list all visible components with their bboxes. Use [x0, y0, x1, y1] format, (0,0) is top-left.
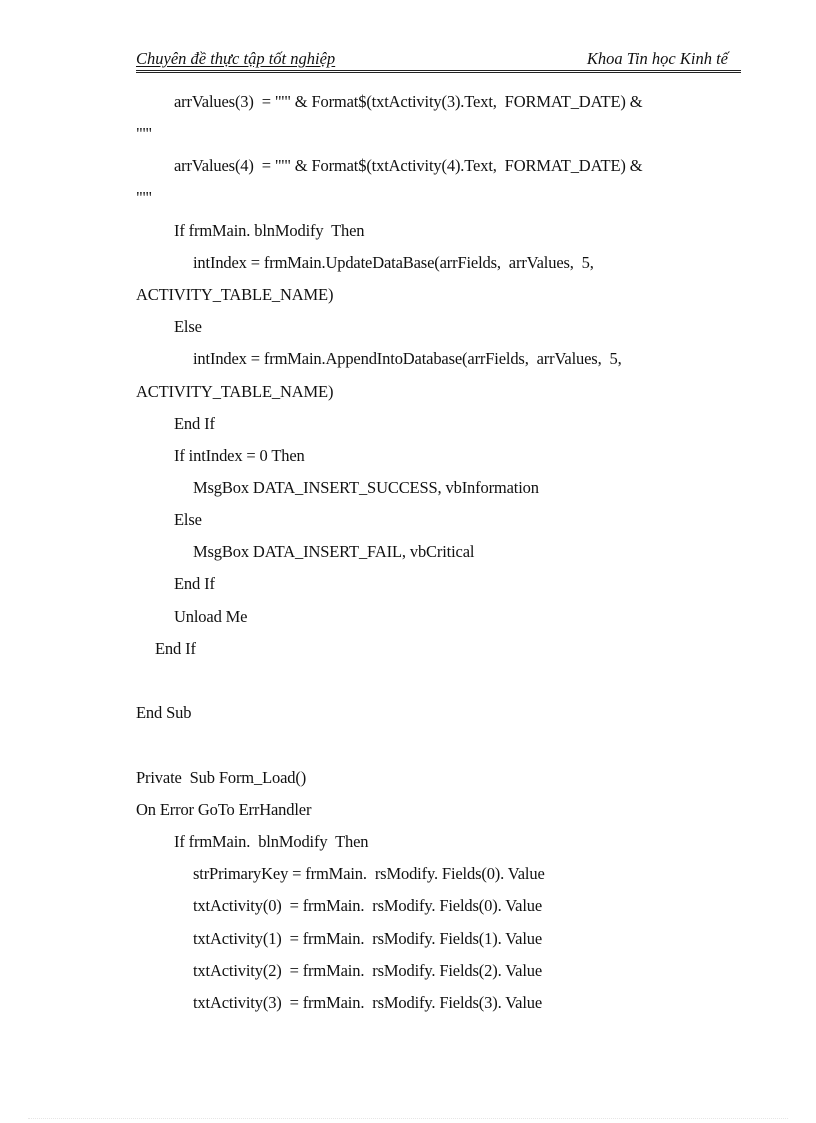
code-line: txtActivity(1) = frmMain. rsModify. Fields(1). Value: [193, 929, 543, 948]
code-line: End If: [155, 639, 196, 658]
code-line: End If: [174, 414, 215, 433]
code-line: Private Sub Form_Load(): [136, 768, 307, 787]
code-line: txtActivity(0) = frmMain. rsModify. Fields(0). Value: [193, 896, 543, 915]
code-line: MsgBox DATA_INSERT_SUCCESS, vbInformation: [193, 478, 539, 497]
header-department: Khoa Tin học Kinh tế: [586, 49, 728, 68]
code-line: MsgBox DATA_INSERT_FAIL, vbCritical: [193, 542, 475, 561]
code-line: ACTIVITY_TABLE_NAME): [136, 285, 334, 304]
code-line: Else: [174, 510, 202, 529]
code-line: Else: [174, 317, 202, 336]
code-line: ACTIVITY_TABLE_NAME): [136, 382, 334, 401]
page-header: [136, 48, 741, 73]
code-line: "'": [136, 124, 152, 143]
code-line: strPrimaryKey = frmMain. rsModify. Fields(0). Value: [193, 864, 545, 883]
header-thesis-title: Chuyên đề thực tập tốt nghiệp: [136, 49, 336, 68]
code-line: txtActivity(2) = frmMain. rsModify. Fields(2). Value: [193, 961, 543, 980]
code-line: arrValues(3) = "'" & Format$(txtActivity(3).Text, FORMAT_DATE) &: [174, 92, 643, 111]
code-line: If frmMain. blnModify Then: [174, 832, 369, 851]
page-bottom-divider: [28, 1118, 788, 1119]
code-line: End Sub: [136, 703, 192, 722]
code-line: Unload Me: [174, 607, 248, 626]
code-line: If frmMain. blnModify Then: [174, 221, 365, 240]
code-line: If intIndex = 0 Then: [174, 446, 305, 465]
code-line: intIndex = frmMain.UpdateDataBase(arrFields, arrValues, 5,: [193, 253, 594, 272]
code-line: txtActivity(3) = frmMain. rsModify. Fields(3). Value: [193, 993, 543, 1012]
code-line: arrValues(4) = "'" & Format$(txtActivity(4).Text, FORMAT_DATE) &: [174, 156, 643, 175]
code-line: End If: [174, 574, 215, 593]
code-line: "'": [136, 188, 152, 207]
code-line: On Error GoTo ErrHandler: [136, 800, 312, 819]
code-line: intIndex = frmMain.AppendIntoDatabase(arrFields, arrValues, 5,: [193, 349, 622, 368]
